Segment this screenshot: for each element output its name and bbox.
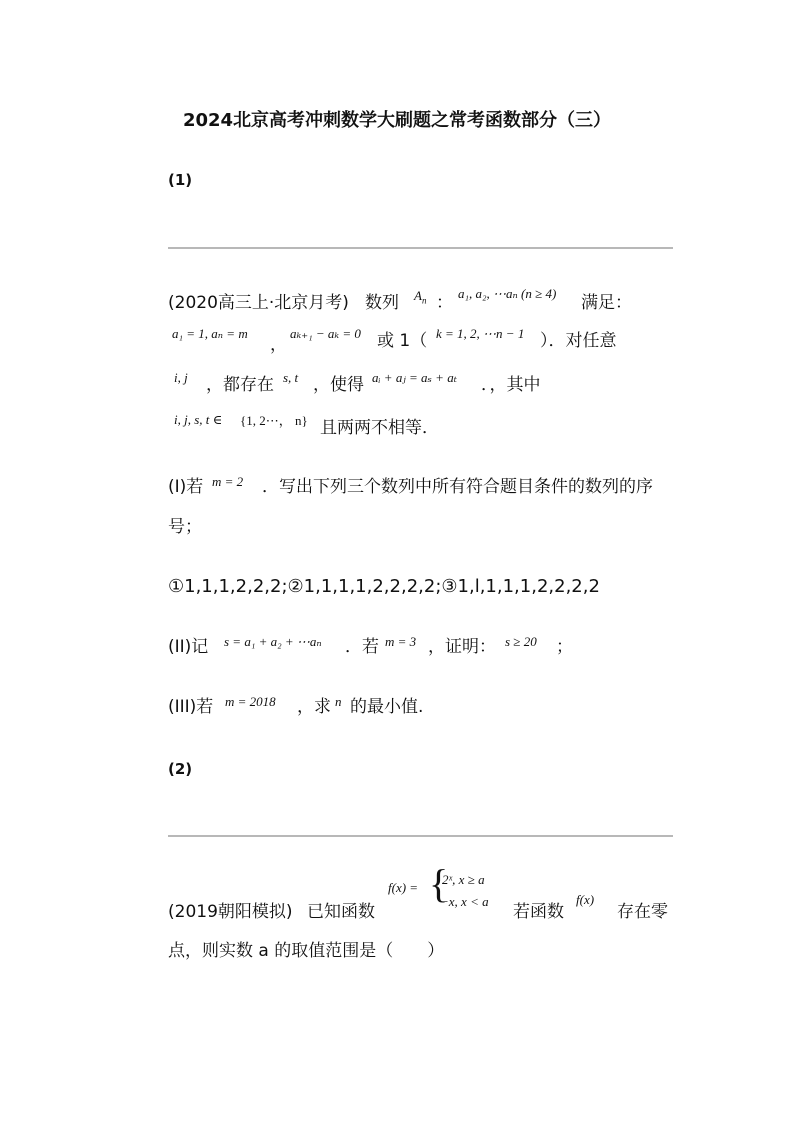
q1-text-distinct: 且两两不相等． bbox=[320, 418, 439, 438]
q1-part3-math-n: n bbox=[335, 694, 342, 709]
q1-math-set: i, j, s, t ∈ bbox=[174, 412, 223, 427]
q1-text-satisfy: 满足： bbox=[581, 293, 632, 313]
question-number-1: (1) bbox=[168, 171, 193, 189]
q2-source: (2019朝阳模拟) bbox=[168, 902, 293, 922]
q2-text-line2: 点，则实数 a 的取值范围是（ ） bbox=[168, 941, 445, 961]
q1-text-such: ，使得 bbox=[313, 375, 364, 395]
q2-math-case1: 2ˣ, x ≥ a bbox=[442, 872, 485, 887]
q1-part2-prefix: (II)记 bbox=[168, 637, 209, 657]
q1-part2-prove: ，证明： bbox=[428, 637, 496, 657]
question-number-2: (2) bbox=[168, 760, 193, 778]
q1-part2-math-s: s ≥ 20 bbox=[505, 634, 537, 649]
q1-math-set2: {1, 2⋯， n} bbox=[240, 413, 308, 428]
q2-math-brace: { bbox=[429, 861, 449, 906]
q1-part2-math-sum: s = a₁ + a₂ + ⋯aₙ bbox=[224, 634, 322, 649]
q1-part3-ask: ，求 bbox=[297, 697, 331, 717]
q1-math-st: s, t bbox=[283, 370, 299, 385]
q2-text-if: 若函数 bbox=[513, 902, 564, 922]
q1-text-exist: ，都存在 bbox=[206, 375, 274, 395]
page-title: 2024北京高考冲刺数学大刷题之常考函数部分（三） bbox=[182, 110, 612, 131]
q1-part3-math: m = 2018 bbox=[225, 694, 276, 709]
q1-text-or: 或 1（ bbox=[377, 331, 428, 351]
q2-math-fx: f(x) = bbox=[388, 880, 419, 895]
q1-text-where: ．，其中 bbox=[481, 375, 541, 395]
q1-part3-prefix: (III)若 bbox=[168, 697, 214, 717]
q2-text-known: 已知函数 bbox=[307, 902, 375, 922]
q1-text-seq: 数列 bbox=[365, 293, 399, 313]
divider-1 bbox=[168, 247, 673, 249]
q1-part3-end: 的最小值. bbox=[350, 697, 424, 717]
q1-math-eq: aᵢ + aⱼ = aₛ + aₜ bbox=[372, 370, 457, 385]
q2-text-zero: 存在零 bbox=[617, 902, 668, 922]
q1-math-cond1: a₁ = 1, aₙ = m bbox=[172, 326, 248, 341]
q2-math-case2: −x, x < a bbox=[440, 894, 489, 909]
q1-part1-text: ．写出下列三个数列中所有符合题目条件的数列的序 bbox=[262, 477, 653, 497]
q1-text-any: ）．对任意 bbox=[540, 331, 617, 351]
divider-2 bbox=[168, 835, 673, 837]
q1-source: (2020高三上·北京月考) bbox=[168, 293, 349, 313]
q1-part2-end: ； bbox=[556, 637, 573, 657]
q1-part2-math-m: m = 3 bbox=[385, 634, 417, 649]
q1-part1-math: m = 2 bbox=[212, 474, 244, 489]
q1-math-cond2: aₖ₊₁ − aₖ = 0 bbox=[290, 326, 361, 341]
q2-math-fx2: f(x) bbox=[576, 892, 595, 907]
q1-text-comma: ， bbox=[270, 335, 287, 355]
q1-math-krange: k = 1, 2, ⋯n − 1 bbox=[436, 326, 525, 341]
q1-part1-options: ①1,1,1,2,2,2;②1,1,1,1,2,2,2,2;③1,l,1,1,1,2,2,2,2 bbox=[168, 576, 600, 597]
q1-part1-prefix: (I)若 bbox=[168, 477, 204, 497]
q1-math-ij: i, j bbox=[174, 370, 188, 385]
q1-math-An: $A_n$ bbox=[414, 288, 427, 306]
q1-math-seq: a₁, a₂, ⋯aₙ (n ≥ 4) bbox=[458, 286, 557, 301]
q1-text-colon: ： bbox=[436, 293, 453, 313]
q1-part1-text2: 号； bbox=[168, 517, 202, 537]
q1-part2-if: ．若 bbox=[345, 637, 379, 657]
